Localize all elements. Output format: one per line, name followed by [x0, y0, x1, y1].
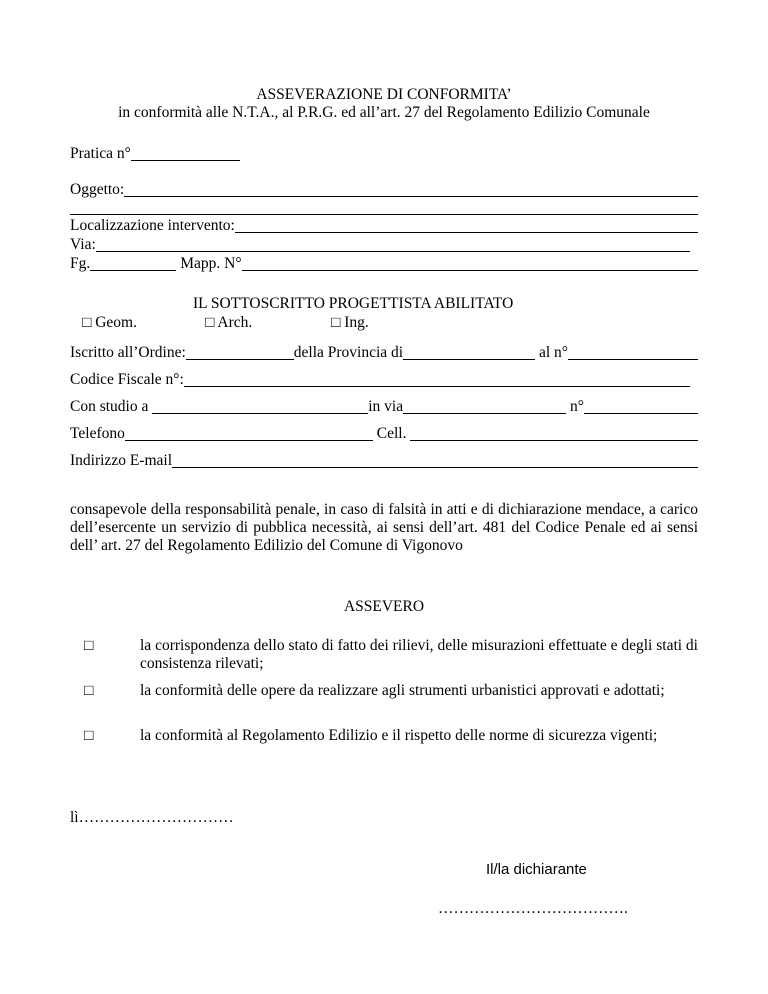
localizzazione-label: Localizzazione intervento:: [70, 217, 235, 234]
ordine-numero-blank[interactable]: [568, 344, 698, 360]
provincia-label: della Provincia di: [293, 344, 404, 361]
checkbox-icon[interactable]: □: [84, 637, 94, 654]
email-label: Indirizzo E-mail: [70, 452, 172, 469]
document-subtitle: in conformità alle N.T.A., al P.R.G. ed all’art. 27 del Regolamento Edilizio Comunale: [118, 104, 650, 121]
mapp-blank[interactable]: [242, 255, 698, 271]
oggetto-field[interactable]: [70, 181, 698, 199]
oggetto-continuation[interactable]: [70, 199, 698, 217]
localizzazione-blank[interactable]: [235, 217, 698, 233]
assevero-heading: ASSEVERO: [343, 598, 425, 615]
fg-mapp-field[interactable]: [70, 255, 698, 273]
checkbox-geom[interactable]: □ Geom.: [82, 314, 137, 331]
oggetto-blank[interactable]: [124, 181, 698, 197]
codice-fiscale-blank[interactable]: [184, 371, 690, 387]
declaration-paragraph: consapevole della responsabilità penale, in caso di falsità in atti e di dichiarazione mendace, a carico dell’esercente un servizio di pubblica necessità, ai sensi dell’art. 481 del Codice Penale ed ai sensi dell’ art. 27 del Regolamento Edilizio del Comune di Vigonovo: [70, 501, 698, 554]
studio-label: Con studio a: [70, 398, 153, 415]
telefono-blank[interactable]: [125, 425, 373, 441]
oggetto-label: Oggetto:: [70, 181, 125, 198]
cell-label: Cell.: [372, 425, 411, 442]
codice-fiscale-field[interactable]: [70, 371, 690, 389]
localizzazione-field[interactable]: [70, 217, 698, 235]
fg-blank[interactable]: [90, 255, 176, 271]
cell-blank[interactable]: [410, 425, 698, 441]
pratica-label: Pratica n°: [70, 145, 131, 162]
assevero-item-text: la conformità delle opere da realizzare agli strumenti urbanistici approvati e adottati;: [140, 682, 665, 699]
email-field[interactable]: [70, 452, 698, 470]
sottoscritto-heading: IL SOTTOSCRITTO PROGETTISTA ABILITATO: [193, 295, 514, 312]
via-field[interactable]: [70, 236, 690, 254]
form-page: [70, 0, 698, 994]
studio-blank[interactable]: [152, 398, 368, 414]
mapp-label: Mapp. N°: [180, 255, 242, 272]
studio-numero-blank[interactable]: [584, 398, 698, 414]
pratica-blank[interactable]: [131, 145, 240, 161]
assevero-item-text: la conformità al Regolamento Edilizio e il rispetto delle norme di sicurezza vigenti;: [140, 727, 658, 744]
in-via-label: in via: [368, 398, 404, 415]
in-via-blank[interactable]: [403, 398, 566, 414]
ordine-numero-label: al n°: [535, 344, 569, 361]
document-title: ASSEVERAZIONE DI CONFORMITA’: [256, 86, 512, 103]
assevero-item-text: la corrispondenza dello stato di fatto dei rilievi, delle misurazioni effettuate e degli stati di consistenza rilevati;: [140, 637, 698, 672]
signer-label: Il/la dichiarante: [486, 861, 587, 878]
checkbox-icon[interactable]: □: [84, 727, 94, 744]
ordine-label: Iscritto all’Ordine:: [70, 344, 186, 361]
email-blank[interactable]: [172, 452, 698, 468]
checkbox-ing[interactable]: □ Ing.: [331, 314, 369, 331]
via-blank[interactable]: [96, 236, 690, 252]
via-label: Via:: [70, 236, 96, 253]
ordine-field[interactable]: [70, 344, 698, 362]
telefono-label: Telefono: [70, 425, 125, 442]
telefono-field[interactable]: [70, 425, 698, 443]
pratica-field[interactable]: [70, 145, 240, 163]
fg-label: Fg.: [70, 255, 91, 272]
studio-field[interactable]: [70, 398, 698, 416]
qualifica-checkboxes: [82, 314, 602, 332]
place-date-line[interactable]: lì…………………………: [70, 809, 234, 826]
signature-line[interactable]: ……………………………….: [438, 900, 628, 917]
studio-numero-label: n°: [566, 398, 584, 415]
ordine-blank[interactable]: [186, 344, 294, 360]
oggetto-blank-2[interactable]: [70, 199, 698, 215]
codice-fiscale-label: Codice Fiscale n°:: [70, 371, 184, 388]
checkbox-icon[interactable]: □: [84, 682, 94, 699]
provincia-blank[interactable]: [403, 344, 535, 360]
checkbox-arch[interactable]: □ Arch.: [205, 314, 253, 331]
